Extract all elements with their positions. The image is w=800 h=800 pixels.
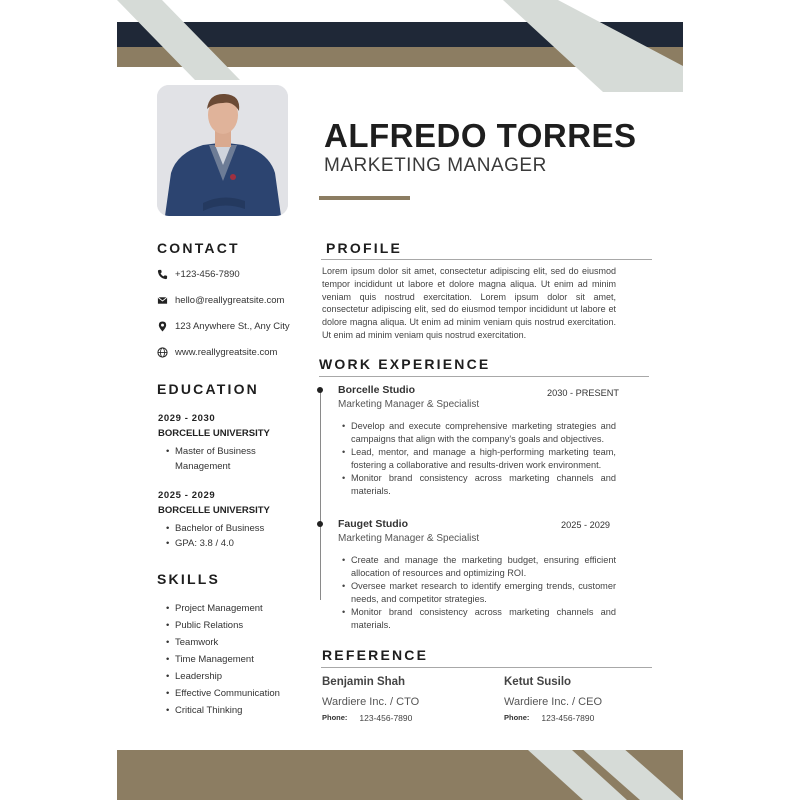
list-item: • Monitor brand consistency across marketing channels and materials. <box>351 606 616 632</box>
reference-phone <box>322 713 412 723</box>
job-bullets <box>351 420 616 497</box>
work-heading: WORK EXPERIENCE <box>319 356 491 372</box>
phone-label: Phone: <box>504 713 530 722</box>
top-diagonal-stripes <box>117 0 683 95</box>
reference-name: Ketut Susilo <box>504 676 572 688</box>
reference-rule <box>321 667 652 668</box>
resume-page <box>117 0 683 800</box>
location-icon <box>157 321 168 332</box>
list-item: • Develop and execute comprehensive marketing strategies and campaigns that align with the company's goals and objectives. <box>351 420 616 446</box>
timeline-line <box>320 390 321 600</box>
skills-list <box>166 600 280 719</box>
phone-icon <box>157 269 168 280</box>
list-item: • GPA: 3.8 / 4.0 <box>175 536 264 551</box>
skill-item: • Time Management <box>175 651 280 668</box>
bottom-diagonal-stripes <box>117 750 683 800</box>
job-bullets <box>351 554 616 631</box>
contact-email <box>157 295 284 306</box>
phone-label: Phone: <box>322 713 348 722</box>
profile-photo <box>157 85 288 216</box>
profile-heading: PROFILE <box>326 240 403 256</box>
contact-website <box>157 347 277 358</box>
candidate-title: MARKETING MANAGER <box>324 155 547 176</box>
reference-company: Wardiere Inc. / CTO <box>322 696 420 708</box>
job-company: Fauget Studio <box>338 518 408 530</box>
email-text: hello@reallygreatsite.com <box>175 295 285 306</box>
skill-item: • Public Relations <box>175 617 280 634</box>
contact-phone <box>157 269 240 280</box>
contact-address <box>157 321 290 332</box>
timeline-dot <box>317 521 323 527</box>
education-heading: EDUCATION <box>157 381 259 397</box>
timeline-dot <box>317 387 323 393</box>
skill-item: • Effective Communication <box>175 685 280 702</box>
contact-heading: CONTACT <box>157 240 240 256</box>
phone-text: +123-456-7890 <box>175 269 240 280</box>
list-item: • Lead, mentor, and manage a high-performing marketing team, fostering a collaborative and results-driven work environment. <box>351 446 616 472</box>
education-details <box>166 444 256 474</box>
list-item: • Master of Business Management <box>175 444 256 474</box>
globe-icon <box>157 347 168 358</box>
skill-item: • Leadership <box>175 668 280 685</box>
job-role: Marketing Manager & Specialist <box>338 533 480 544</box>
skill-item: • Teamwork <box>175 634 280 651</box>
profile-summary: Lorem ipsum dolor sit amet, consectetur adipiscing elit, sed do eiusmod tempor incididunt ut labore et dolore magna aliqua. Ut enim ad minim veniam quis nostrud exercitation. Lorem ipsum dolor sit amet, consectetur adipiscing elit, sed do eiusmod tempor incididunt ut labore et dolore magna aliqua. Ut enim ad minim veniam quis nostrud exercitation. Ut enim ad minim veniam quis nostrud exercitation. <box>322 266 616 340</box>
work-rule <box>319 376 649 377</box>
reference-name: Benjamin Shah <box>322 676 406 688</box>
list-item: • Create and manage the marketing budget, ensuring efficient allocation of resources and optimizing ROI. <box>351 554 616 580</box>
list-item: • Bachelor of Business <box>175 521 264 536</box>
job-company: Borcelle Studio <box>338 384 416 396</box>
job-dates: 2030 - PRESENT <box>547 388 619 398</box>
title-underline <box>319 196 410 200</box>
phone-number: 123-456-7890 <box>541 713 595 723</box>
phone-number: 123-456-7890 <box>359 713 413 723</box>
footer-band <box>117 750 683 800</box>
reference-company: Wardiere Inc. / CEO <box>504 696 603 708</box>
reference-heading: REFERENCE <box>322 647 429 663</box>
list-item: • Oversee market research to identify emerging trends, customer needs, and competitor strategies. <box>351 580 616 606</box>
education-years: 2029 - 2030 <box>158 413 216 424</box>
profile-rule <box>321 259 652 260</box>
education-details <box>166 521 264 551</box>
education-years: 2025 - 2029 <box>158 490 216 501</box>
list-item: • Monitor brand consistency across marketing channels and materials. <box>351 472 616 498</box>
skill-item: • Critical Thinking <box>175 702 280 719</box>
job-role: Marketing Manager & Specialist <box>338 399 480 410</box>
reference-phone <box>504 713 594 723</box>
skill-item: • Project Management <box>175 600 280 617</box>
job-dates: 2025 - 2029 <box>561 520 611 530</box>
email-icon <box>157 295 168 306</box>
address-text: 123 Anywhere St., Any City <box>175 321 290 332</box>
skills-heading: SKILLS <box>157 571 220 587</box>
website-text: www.reallygreatsite.com <box>175 347 278 358</box>
education-school: BORCELLE UNIVERSITY <box>158 505 270 516</box>
candidate-name: ALFREDO TORRES <box>324 117 637 154</box>
education-school: BORCELLE UNIVERSITY <box>158 428 270 439</box>
